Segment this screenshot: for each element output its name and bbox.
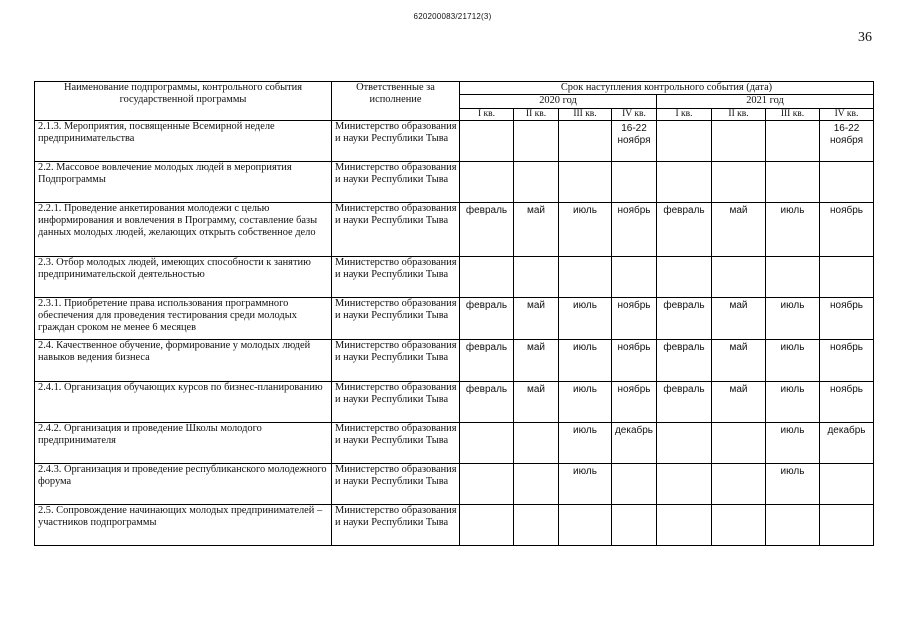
quarter-date-cell: ноябрь <box>612 297 657 339</box>
quarter-date-cell <box>612 504 657 545</box>
table-row <box>35 202 874 256</box>
quarter-date-cell: февраль <box>460 381 514 422</box>
quarter-date-cell: июль <box>766 422 820 463</box>
table-body <box>35 120 874 545</box>
quarter-date-cell: июль <box>766 463 820 504</box>
event-name-cell: 2.2. Массовое вовлечение молодых людей в мероприятия Подпрограммы <box>35 161 332 202</box>
event-name-cell: 2.2.1. Проведение анкетирования молодежи с целью информирования и вовлечения в Программу, составление базы данных молодых людей, желающих открыть собственное дело <box>35 202 332 256</box>
quarter-header: II кв. <box>514 108 559 120</box>
quarter-date-cell <box>559 161 612 202</box>
quarter-date-cell: июль <box>559 202 612 256</box>
quarter-date-cell: май <box>514 381 559 422</box>
quarter-date-cell <box>514 422 559 463</box>
page-number: 36 <box>858 30 872 45</box>
quarter-date-cell <box>766 120 820 161</box>
quarter-date-cell: май <box>514 339 559 381</box>
quarter-date-cell: май <box>712 202 766 256</box>
quarter-date-cell: июль <box>559 422 612 463</box>
quarter-date-cell <box>657 256 712 297</box>
quarter-date-cell: февраль <box>657 339 712 381</box>
quarter-date-cell: май <box>712 381 766 422</box>
quarter-date-cell <box>820 463 874 504</box>
responsible-cell: Министерство образования и науки Республики Тыва <box>332 256 460 297</box>
table-row <box>35 381 874 422</box>
quarter-date-cell: февраль <box>460 297 514 339</box>
quarter-date-cell <box>820 256 874 297</box>
quarter-date-cell <box>657 161 712 202</box>
quarter-date-cell <box>820 504 874 545</box>
quarter-date-cell: май <box>712 339 766 381</box>
quarter-date-cell: май <box>514 297 559 339</box>
quarter-date-cell: 16-22 ноября <box>612 120 657 161</box>
quarter-date-cell <box>514 463 559 504</box>
quarter-date-cell <box>460 161 514 202</box>
quarter-date-cell <box>514 504 559 545</box>
quarter-header: III кв. <box>559 108 612 120</box>
quarter-date-cell <box>460 504 514 545</box>
responsible-cell: Министерство образования и науки Республики Тыва <box>332 120 460 161</box>
quarter-date-cell <box>712 256 766 297</box>
year-header-2021: 2021 год <box>657 95 874 108</box>
quarter-date-cell <box>514 120 559 161</box>
document-code: 620200083/21712(3) <box>413 12 492 21</box>
quarter-header: IV кв. <box>820 108 874 120</box>
column-header-deadline: Срок наступления контрольного события (дата) <box>460 82 874 95</box>
quarter-date-cell: февраль <box>460 339 514 381</box>
control-events-table <box>34 81 874 546</box>
event-name-cell: 2.1.3. Мероприятия, посвященные Всемирной неделе предпринимательства <box>35 120 332 161</box>
quarter-header: III кв. <box>766 108 820 120</box>
quarter-date-cell <box>712 120 766 161</box>
responsible-cell: Министерство образования и науки Республики Тыва <box>332 504 460 545</box>
table-row <box>35 422 874 463</box>
quarter-date-cell: июль <box>559 297 612 339</box>
responsible-cell: Министерство образования и науки Республики Тыва <box>332 463 460 504</box>
quarter-date-cell: июль <box>559 339 612 381</box>
responsible-cell: Министерство образования и науки Республики Тыва <box>332 381 460 422</box>
responsible-cell: Министерство образования и науки Республики Тыва <box>332 202 460 256</box>
quarter-date-cell <box>514 256 559 297</box>
quarter-header: I кв. <box>657 108 712 120</box>
quarter-date-cell: ноябрь <box>612 202 657 256</box>
quarter-date-cell <box>657 463 712 504</box>
quarter-date-cell <box>712 422 766 463</box>
event-name-cell: 2.4.1. Организация обучающих курсов по бизнес-планированию <box>35 381 332 422</box>
quarter-date-cell: 16-22 ноября <box>820 120 874 161</box>
quarter-date-cell: июль <box>559 381 612 422</box>
quarter-date-cell <box>514 161 559 202</box>
quarter-date-cell: июль <box>766 202 820 256</box>
event-name-cell: 2.4. Качественное обучение, формирование у молодых людей навыков ведения бизнеса <box>35 339 332 381</box>
quarter-date-cell <box>460 256 514 297</box>
quarter-date-cell: февраль <box>460 202 514 256</box>
quarter-header: I кв. <box>460 108 514 120</box>
quarter-date-cell <box>712 504 766 545</box>
event-name-cell: 2.3. Отбор молодых людей, имеющих способности к занятию предпринимательской деятельностью <box>35 256 332 297</box>
quarter-date-cell <box>657 422 712 463</box>
quarter-date-cell <box>612 463 657 504</box>
event-name-cell: 2.4.3. Организация и проведение республиканского молодежного форума <box>35 463 332 504</box>
quarter-date-cell <box>766 256 820 297</box>
quarter-date-cell <box>460 463 514 504</box>
column-header-name: Наименование подпрограммы, контрольного события государственной программы <box>35 82 332 121</box>
quarter-date-cell <box>766 504 820 545</box>
quarter-header: IV кв. <box>612 108 657 120</box>
quarter-date-cell <box>612 161 657 202</box>
responsible-cell: Министерство образования и науки Республики Тыва <box>332 422 460 463</box>
quarter-date-cell: декабрь <box>612 422 657 463</box>
quarter-date-cell <box>612 256 657 297</box>
quarter-header: II кв. <box>712 108 766 120</box>
quarter-date-cell <box>460 120 514 161</box>
quarter-date-cell <box>559 504 612 545</box>
year-header-2020: 2020 год <box>460 95 657 108</box>
quarter-date-cell: ноябрь <box>820 297 874 339</box>
quarter-date-cell <box>657 120 712 161</box>
quarter-date-cell <box>820 161 874 202</box>
quarter-date-cell: февраль <box>657 381 712 422</box>
quarter-date-cell: ноябрь <box>820 339 874 381</box>
quarter-date-cell: июль <box>766 297 820 339</box>
table-row <box>35 339 874 381</box>
quarter-date-cell <box>559 256 612 297</box>
responsible-cell: Министерство образования и науки Республики Тыва <box>332 161 460 202</box>
quarter-date-cell <box>657 504 712 545</box>
quarter-date-cell: май <box>514 202 559 256</box>
quarter-date-cell: февраль <box>657 297 712 339</box>
quarter-date-cell <box>712 161 766 202</box>
table-row <box>35 161 874 202</box>
table-row <box>35 297 874 339</box>
quarter-date-cell: ноябрь <box>820 202 874 256</box>
quarter-date-cell: ноябрь <box>820 381 874 422</box>
event-name-cell: 2.3.1. Приобретение права использования программного обеспечения для проведения тестирования среди молодых граждан сроком не менее 6 месяцев <box>35 297 332 339</box>
quarter-date-cell: июль <box>766 339 820 381</box>
quarter-date-cell <box>559 120 612 161</box>
table-row <box>35 120 874 161</box>
quarter-date-cell: ноябрь <box>612 381 657 422</box>
quarter-date-cell: февраль <box>657 202 712 256</box>
responsible-cell: Министерство образования и науки Республики Тыва <box>332 297 460 339</box>
table-row <box>35 463 874 504</box>
quarter-date-cell: июль <box>559 463 612 504</box>
quarter-date-cell: июль <box>766 381 820 422</box>
quarter-date-cell: май <box>712 297 766 339</box>
quarter-date-cell <box>766 161 820 202</box>
event-name-cell: 2.5. Сопровождение начинающих молодых предпринимателей – участников подпрограммы <box>35 504 332 545</box>
quarter-date-cell <box>460 422 514 463</box>
quarter-date-cell: ноябрь <box>612 339 657 381</box>
responsible-cell: Министерство образования и науки Республики Тыва <box>332 339 460 381</box>
quarter-date-cell <box>712 463 766 504</box>
table-row <box>35 256 874 297</box>
column-header-responsible: Ответственные за исполнение <box>332 82 460 121</box>
quarter-date-cell: декабрь <box>820 422 874 463</box>
event-name-cell: 2.4.2. Организация и проведение Школы молодого предпринимателя <box>35 422 332 463</box>
table-row <box>35 504 874 545</box>
